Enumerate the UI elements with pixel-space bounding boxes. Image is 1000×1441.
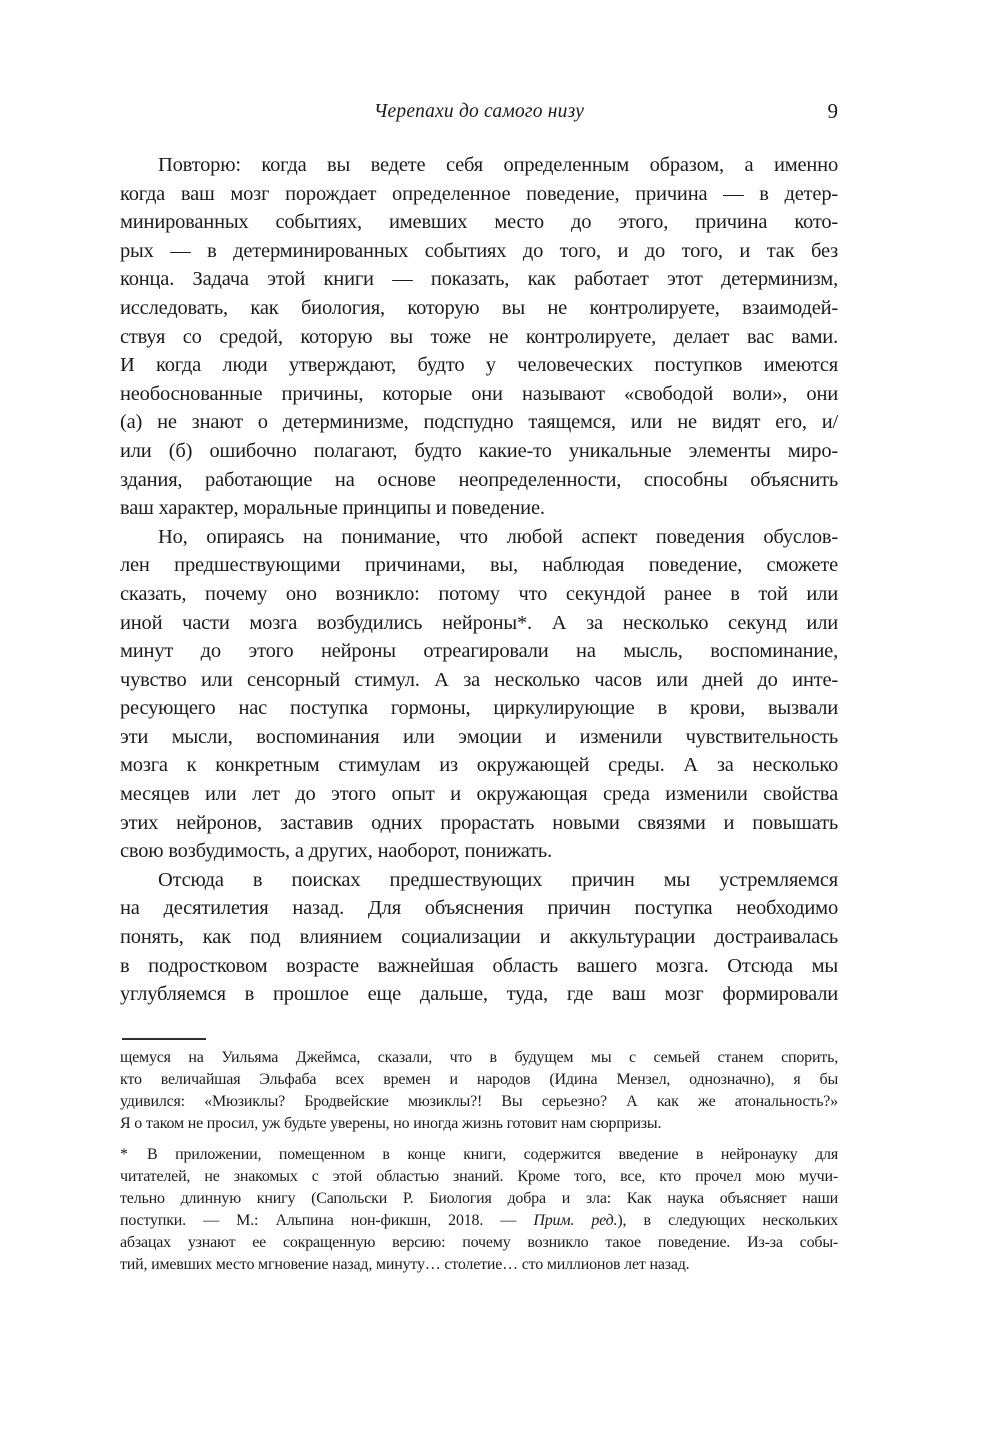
text-line: минут до этого нейроны отреагировали на мысль, воспоминание, — [120, 640, 838, 663]
text-line: исследовать, как биология, которую вы не контролируете, взаимодей- — [120, 296, 838, 319]
footnote-continuation — [120, 1047, 838, 1135]
text-line: когда ваш мозг порождает определенное поведение, причина — в детер- — [120, 182, 838, 205]
footnote-line: читателей, не знакомых с этой областью знаний. Кроме того, все, кто прочел мою мучи- — [120, 1167, 838, 1185]
text-line: иной части мозга возбудились нейроны*. А за несколько секунд или — [120, 611, 838, 634]
body-text — [120, 151, 838, 1009]
text-line: Повторю: когда вы ведете себя определенным образом, а именно — [158, 154, 838, 176]
text-line: мозга к конкретным стимулам из окружающей среды. А за несколько — [120, 754, 838, 777]
text-line: на десятилетия назад. Для объяснения причин поступка необходимо — [120, 897, 838, 920]
text-line: Но, опираясь на понимание, что любой аспект поведения обуслов- — [158, 525, 838, 548]
footnote-line — [120, 1144, 838, 1166]
footnote-asterisk — [120, 1144, 838, 1275]
text-line: понять, как под влиянием социализации и аккультурации достраивалась — [120, 926, 838, 949]
text-line: или (б) ошибочно полагают, будто какие-то уникальные элементы миро- — [120, 439, 838, 462]
text-line: необоснованные причины, которые они называют «свободой воли», они — [120, 382, 838, 405]
footnote-line: тий, имевших место мгновение назад, минуту… столетие… сто миллионов лет назад. — [120, 1255, 690, 1273]
text-line: в подростковом возрасте важнейшая область вашего мозга. Отсюда мы — [120, 954, 838, 977]
footnote-text: В приложении, помещенном в конце книги, содержится введение в нейронауку для — [147, 1146, 838, 1164]
text-line: ваш характер, моральные принципы и поведение. — [120, 497, 545, 520]
footnote-marker: * — [120, 1146, 128, 1164]
text-line: углубляемся в прошлое еще дальше, туда, где ваш мозг формировали — [120, 983, 838, 1006]
paragraph-3 — [120, 866, 838, 1009]
text-line: минированных событиях, имевших место до этого, причина кото- — [120, 211, 838, 234]
text-line: рых — в детерминированных событиях до того, и до того, и так без — [120, 239, 838, 262]
footnote-separator — [122, 1038, 206, 1040]
text-line: конца. Задача этой книги — показать, как работает этот детерминизм, — [120, 268, 838, 291]
editor-note-italic: Прим. ред. — [533, 1211, 618, 1229]
footnote-line: тельно длинную книгу (Сапольски Р. Биология добра и зла: Как наука объясняет наши — [120, 1189, 838, 1207]
paragraph-1 — [120, 151, 838, 523]
running-title: Черепахи до самого низу — [373, 101, 585, 122]
text-line: здания, работающие на основе неопределенности, способны объяснить — [120, 468, 838, 491]
footnote-line: Я о таком не просил, уж будьте уверены, но иногда жизнь готовит нам сюрпризы. — [120, 1114, 662, 1132]
footnote-text: поступки. — М.: Альпина нон-фикшн, 2018. — — [120, 1211, 534, 1229]
footnote-text: ), в следующих нескольких — [617, 1211, 838, 1229]
footnote-line: щемуся на Уильяма Джеймса, сказали, что в будущем мы с семьей станем спорить, — [120, 1049, 838, 1066]
text-line: свою возбудимость, а других, наоборот, понижать. — [120, 840, 553, 863]
footnotes — [120, 1047, 838, 1275]
text-line: Отсюда в поисках предшествующих причин мы устремляемся — [158, 868, 838, 891]
text-line: сказать, почему оно возникло: потому что секундой ранее в той или — [120, 582, 838, 605]
text-line: (а) не знают о детерминизме, подспудно таящемся, или не видят его, и/ — [120, 411, 838, 434]
text-line: эти мысли, воспоминания или эмоции и изменили чувствительность — [120, 725, 838, 748]
text-line: ствуя со средой, которую вы тоже не контролируете, делает вас вами. — [120, 325, 838, 348]
text-line: лен предшествующими причинами, вы, наблюдая поведение, сможете — [120, 554, 838, 577]
text-line: ресующего нас поступка гормоны, циркулирующие в крови, вызвали — [120, 697, 838, 720]
paragraph-2 — [120, 523, 838, 866]
footnote-line: абзацах узнают ее сокращенную версию: почему возникло такое поведение. Из-за собы- — [120, 1233, 838, 1251]
footnote-line: удивился: «Мюзиклы? Бродвейские мюзиклы?! Вы серьезно? А как же атональность?» — [120, 1092, 838, 1110]
page-header — [120, 101, 838, 131]
text-line: месяцев или лет до этого опыт и окружающая среда изменили свойства — [120, 783, 838, 806]
footnote-line: кто величайшая Эльфаба всех времен и народов (Идина Мензел, однозначно), я бы — [120, 1070, 838, 1088]
page-number: 9 — [827, 99, 838, 123]
text-line: И когда люди утверждают, будто у человеческих поступков имеются — [120, 354, 838, 377]
text-line: этих нейронов, заставив одних прорастать новыми связями и повышать — [120, 811, 838, 834]
footnote-line — [120, 1210, 838, 1232]
text-line: чувство или сенсорный стимул. А за несколько часов или дней до инте- — [120, 668, 838, 691]
